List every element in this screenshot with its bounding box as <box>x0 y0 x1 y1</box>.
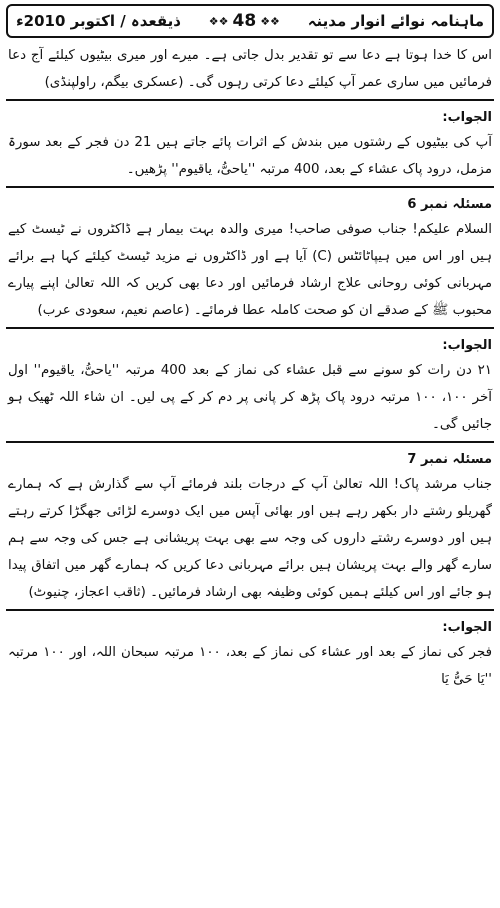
answer-label-5: الجواب: <box>442 110 492 125</box>
page-number: 48 <box>232 11 257 31</box>
separator-rule <box>6 609 494 611</box>
magazine-title: ماہنامہ نوائے انوار مدینہ <box>307 12 484 30</box>
page-number-badge <box>209 11 280 31</box>
answer-7: فجر کی نماز کے بعد اور عشاء کی نماز کے بعد، ۱۰۰ مرتبہ سبحان اللہ، اور ۱۰۰ مرتبہ ''یَا حَیُّ یَا <box>8 645 492 687</box>
left-ornament-icon: ❖❖ <box>208 14 229 28</box>
separator-rule <box>6 327 494 329</box>
issue-date: ذیقعدہ / اکتوبر 2010ء <box>16 12 181 30</box>
answer-6: ۲۱ دن رات کو سونے سے قبل عشاء کی نماز کے بعد 400 مرتبہ ''یاحیُّ، یاقیوم'' اول آخر ۱۰۰، ۱۰۰ مرتبہ درود پاک پڑھ کر پانی پر دم کر کے پی لیں۔ ان شاء اللہ ٹھیک ہو جائیں گی۔ <box>8 363 492 432</box>
page-header <box>6 4 494 38</box>
page-content <box>6 42 494 904</box>
question-label-7: مسئلہ نمبر 7 <box>407 452 492 467</box>
answer-label-7: الجواب: <box>442 620 492 635</box>
question-label-6: مسئلہ نمبر 6 <box>407 197 492 212</box>
letter-5-question-end: اس کا خدا ہوتا ہے دعا سے تو تقدیر بدل جاتی ہے۔ میرے اور میری بیٹیوں کیلئے آج دعا فرمائیں میں ساری عمر آپ کیلئے دعا کرتی رہوں گی۔ (عسکری بیگم، راولپنڈی) <box>8 48 492 90</box>
answer-5: آپ کی بیٹیوں کے رشتوں میں بندش کے اثرات پائے جاتے ہیں 21 دن فجر کے بعد سورۃ مزمل، درود پاک عشاء کے بعد، 400 مرتبہ ''یاحیُّ، یاقیوم'' پڑھیں۔ <box>8 135 492 177</box>
separator-rule <box>6 99 494 101</box>
question-6: السلام علیکم! جناب صوفی صاحب! میری والدہ بہت بیمار ہے ڈاکٹروں نے ٹیسٹ کیے ہیں اور اس میں ہیپاٹائٹس (C) آیا ہے اور ڈاکٹروں نے مزید ٹیسٹ کیلئے کہا ہے برائے مہربانی کوئی روحانی علاج ارشاد فرمائیں اور دعا بھی کریں کہ اللہ تعالیٰ اپنے پیارے محبوب ﷺ کے صدقے ان کو صحت کاملہ عطا فرمائے۔ (عاصم نعیم، سعودی عرب) <box>8 222 492 318</box>
right-ornament-icon: ❖❖ <box>260 14 280 28</box>
answer-label-6: الجواب: <box>442 338 492 353</box>
separator-rule <box>6 441 494 443</box>
separator-rule <box>6 186 494 188</box>
question-7: جناب مرشد پاک! اللہ تعالیٰ آپ کے درجات بلند فرمائے آپ سے گذارش ہے کہ ہمارے گھریلو رشتے دار بکھر رہے ہیں اور بھائی آپس میں ایک دوسرے لڑائی جھگڑا کرتے رہتے ہیں اور دوسرے رشتے داروں کی وجہ سے بھی بہت پریشانی ہے جس کی وجہ سے ہم سارے گھر والے بہت پریشان ہیں برائے مہربانی دعا کریں کہ ہمارے گھر میں اتفاق پیدا ہو جائے اور اس کیلئے ہمیں کوئی وظیفہ بھی ارشاد فرمائیں۔ (ثاقب اعجاز، چنیوٹ) <box>8 477 492 600</box>
